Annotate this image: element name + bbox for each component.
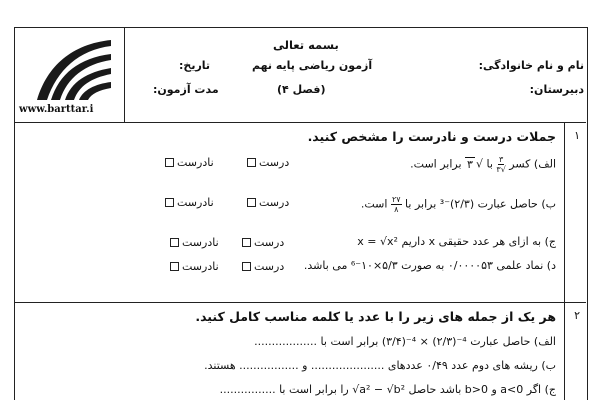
exam-sheet xyxy=(14,27,588,400)
question-number-column xyxy=(564,303,586,400)
question-title: جملات درست و نادرست را مشخص کنید. xyxy=(307,129,556,144)
checkbox[interactable] xyxy=(165,158,174,167)
question-2 xyxy=(15,303,586,400)
website-url: www.barttar.i xyxy=(19,104,94,115)
option-true-b[interactable] xyxy=(247,196,289,209)
duration-field-label: مدت آزمون: xyxy=(153,83,219,96)
fraction xyxy=(391,195,402,214)
name-field-label: نام و نام خانوادگی: xyxy=(478,59,584,72)
checkbox[interactable] xyxy=(170,262,179,271)
checkbox[interactable] xyxy=(165,198,174,207)
checkbox[interactable] xyxy=(170,238,179,247)
option-label: نادرست xyxy=(177,156,214,169)
question-number: ۱ xyxy=(574,129,580,142)
option-label: درست xyxy=(254,236,285,249)
radicand: ۳ xyxy=(467,157,473,171)
option-label: درست xyxy=(259,196,290,209)
sqrt-icon: √ xyxy=(475,157,483,171)
statement-b xyxy=(361,195,556,214)
expression: x = √x² xyxy=(357,235,398,248)
statement-b-mid: برابر با xyxy=(405,197,437,211)
question-title: هر یک از جمله های زیر را با عدد یا کلمه مناسب کامل کنید. xyxy=(195,309,556,324)
expression: (۳/۴)⁻⁴ × (۲/۳)⁻⁴ xyxy=(381,335,467,348)
option-label: نادرست xyxy=(182,260,219,273)
checkbox[interactable] xyxy=(242,238,251,247)
option-false-d[interactable] xyxy=(170,260,219,273)
expression: √a² − √b² xyxy=(352,383,406,396)
logo-box xyxy=(15,28,125,123)
option-label: درست xyxy=(259,156,290,169)
statement-b-suffix: است. xyxy=(360,197,388,211)
statement-a-suffix: برابر است. xyxy=(410,157,462,171)
option-label: نادرست xyxy=(182,236,219,249)
statement-d: د) نماد علمی ۰/۰۰۰۰۵۳ به صورت ۵/۳×۱۰⁻⁶ می باشد. xyxy=(303,259,556,272)
question-1 xyxy=(15,123,586,303)
statement-a-mid: با xyxy=(486,157,493,171)
exam-header xyxy=(15,28,586,123)
option-true-a[interactable] xyxy=(247,156,289,169)
option-false-a[interactable] xyxy=(165,156,214,169)
fraction-numerator: ۲۷ xyxy=(391,195,401,204)
fraction-denominator: ۸ xyxy=(394,205,399,214)
blank-a xyxy=(254,335,556,348)
blank-c-suffix: را برابر است با ................ xyxy=(219,383,349,396)
fraction xyxy=(496,155,505,174)
blank-c xyxy=(220,383,556,396)
question-number: ۲ xyxy=(574,309,580,322)
statement-c-text: ج) به ازای هر عدد حقیقی x داریم xyxy=(401,235,556,248)
option-true-c[interactable] xyxy=(242,236,284,249)
option-false-b[interactable] xyxy=(165,196,214,209)
blank-a-text: الف) حاصل عبارت xyxy=(470,335,556,348)
fraction-numerator: ۳ xyxy=(498,155,504,164)
question-number-column xyxy=(564,123,586,303)
option-label: نادرست xyxy=(177,196,214,209)
checkbox[interactable] xyxy=(242,262,251,271)
statement-a-prefix: الف) کسر xyxy=(509,157,556,171)
barttar-logo-icon xyxy=(27,36,113,102)
chapter-label: (فصل ۴) xyxy=(277,83,326,96)
expression: (۲/۳)⁻³ xyxy=(439,197,475,211)
option-false-c[interactable] xyxy=(170,236,219,249)
date-field-label: تاریخ: xyxy=(179,59,211,72)
bismillah: بسمه تعالی xyxy=(273,38,339,52)
option-true-d[interactable] xyxy=(242,260,284,273)
school-field-label: دبیرستان: xyxy=(529,83,584,96)
option-label: درست xyxy=(254,260,285,273)
checkbox[interactable] xyxy=(247,158,256,167)
blank-b: ب) ریشه های دوم عدد ۰/۴۹ عددهای ..................... و ................. هستند. xyxy=(204,359,556,372)
statement-c xyxy=(357,235,556,248)
statement-a xyxy=(410,155,556,174)
fraction-denominator: √۳ xyxy=(496,165,506,174)
statement-b-prefix: ب) حاصل عبارت xyxy=(477,197,556,211)
blank-a-suffix: برابر است با .................. xyxy=(254,335,379,348)
checkbox[interactable] xyxy=(247,198,256,207)
exam-title: آزمون ریاضی پایه نهم xyxy=(252,59,373,72)
blank-c-text: ج) اگر a<0 و b>0 باشد حاصل xyxy=(408,383,556,396)
